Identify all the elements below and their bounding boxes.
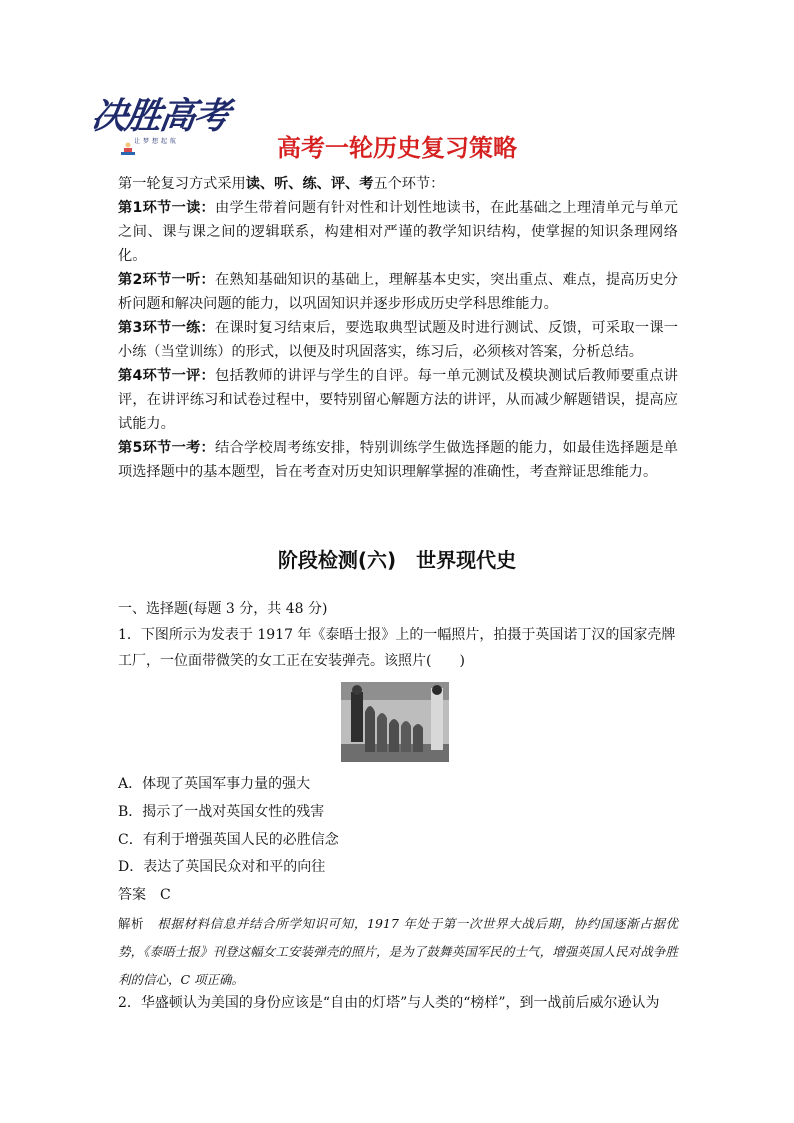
step-text: 在熟知基础知识的基础上，理解基本史实，突出重点、难点，提高历史分析问题和解决问题的能力，以巩固知识并逐步形成历史学科思维能力。 bbox=[118, 272, 678, 312]
intro-post: 五个环节： bbox=[373, 176, 445, 192]
option-b: B．揭示了一战对英国女性的残害 bbox=[118, 804, 325, 820]
step-4 bbox=[118, 364, 678, 436]
section-title: 阶段检测(六) 世界现代史 bbox=[277, 548, 517, 572]
question-2-stem: 2．华盛顿认为美国的身份应该是“自由的灯塔”与人类的“榜样”，到一战前后威尔逊认为 bbox=[118, 995, 660, 1011]
step-label: 第3环节一练： bbox=[118, 320, 216, 336]
answer-value: C bbox=[160, 887, 171, 903]
analysis-label: 解析 bbox=[118, 916, 145, 931]
step-1 bbox=[118, 196, 678, 268]
step-label: 第5环节一考： bbox=[118, 440, 216, 456]
step-label: 第1环节一读： bbox=[118, 200, 216, 216]
option-d: D．表达了英国民众对和平的向往 bbox=[118, 859, 326, 875]
analysis-text: 根据材料信息并结合所学知识可知，1917 年处于第一次世界大战后期，协约国逐渐占据优势，《泰晤士报》刊登这幅女工安装弹壳的照片，是为了鼓舞英国军民的士气，增强英国人民对战争胜利的信心，C 项正确。 bbox=[118, 916, 678, 987]
logo-subtitle: 让梦想起航 bbox=[134, 138, 180, 145]
part-heading: 一、选择题(每题 3 分，共 48 分) bbox=[118, 601, 328, 617]
step-5 bbox=[118, 436, 678, 484]
intro-pre: 第一轮复习方式采用 bbox=[118, 176, 246, 192]
step-text: 包括教师的讲评与学生的自评。每一单元测试及模块测试后教师要重点讲评，在讲评练习和试卷过程中，要特别留心解题方法的讲评，从而减少解题错误，提高应试能力。 bbox=[118, 368, 678, 432]
page-title: 高考一轮历史复习策略 bbox=[277, 134, 517, 162]
option-a: A．体现了英国军事力量的强大 bbox=[118, 776, 311, 792]
step-2 bbox=[118, 268, 678, 316]
step-label: 第2环节一听： bbox=[118, 272, 216, 288]
logo-text: 决胜高考 bbox=[88, 96, 231, 137]
intro-line bbox=[118, 172, 678, 196]
step-text: 在课时复习结束后，要选取典型试题及时进行测试、反馈，可采取一课一小练（当堂训练）的形式，以便及时巩固落实，练习后，必须核对答案，分析总结。 bbox=[118, 320, 678, 360]
answer-label: 答案 bbox=[118, 887, 146, 903]
step-3 bbox=[118, 316, 678, 364]
step-text: 结合学校周考练安排，特别训练学生做选择题的能力，如最佳选择题是单项选择题中的基本题型，旨在考查对历史知识理解掌握的准确性，考查辩证思维能力。 bbox=[118, 440, 678, 480]
answer-line bbox=[118, 883, 678, 908]
option-c: C．有利于增强英国人民的必胜信念 bbox=[118, 832, 339, 848]
step-text: 由学生带着问题有针对性和计划性地读书，在此基础之上理清单元与单元之间、课与课之间的逻辑联系，构建相对严谨的教学知识结构，使掌握的知识条理网络化。 bbox=[118, 200, 678, 264]
intro-bold: 读、听、练、评、考 bbox=[245, 176, 374, 192]
analysis bbox=[118, 910, 678, 994]
strategy-content bbox=[118, 172, 678, 484]
step-label: 第4环节一评： bbox=[118, 368, 216, 384]
question-1-stem: 1．下图所示为发表于 1917 年《泰晤士报》上的一幅照片，拍摄于英国诺丁汉的国家壳牌工厂，一位面带微笑的女工正在安装弹壳。该照片( ) bbox=[118, 627, 676, 669]
factory-photo bbox=[341, 682, 449, 762]
